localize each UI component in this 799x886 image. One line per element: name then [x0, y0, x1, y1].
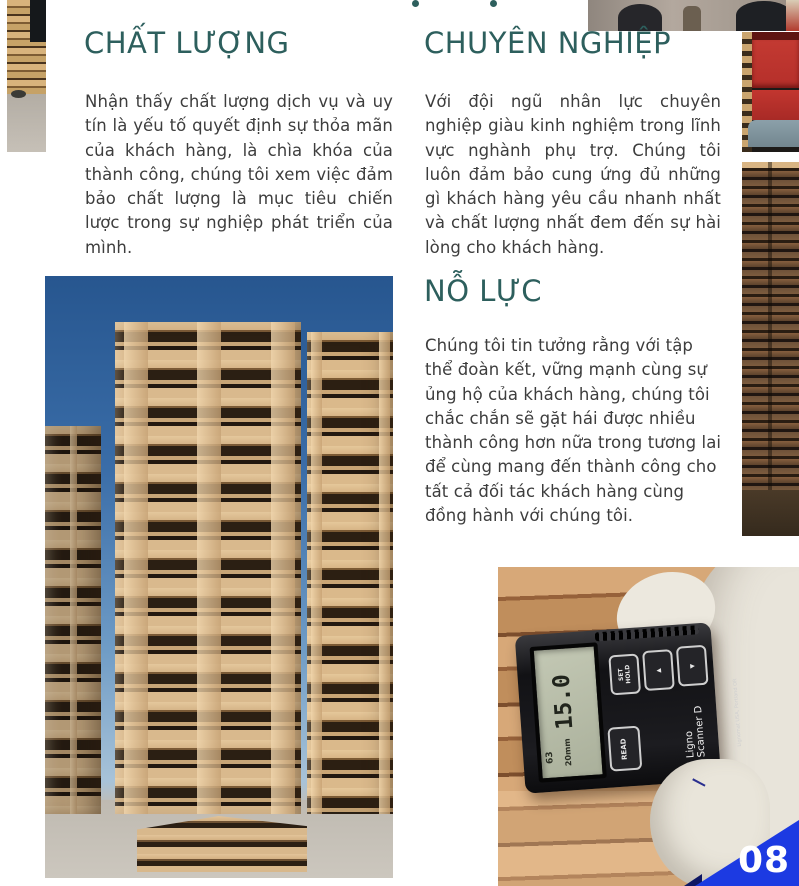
device-brand-label: Ligno Scanner D [683, 705, 708, 759]
grip-ridges [595, 625, 699, 641]
pallet-post [271, 322, 295, 814]
lcd-screen [530, 642, 607, 782]
decor-dot [412, 0, 419, 7]
stack-gap [768, 162, 772, 536]
pallet-post [197, 322, 221, 814]
dark-machine-shape [30, 0, 46, 42]
forklift-top-shadow [752, 32, 799, 40]
section-body-professional: Với đội ngũ nhân lực chuyên nghiệp giàu kinh nghiệm trong lĩnh vực nghành phụ trợ. Chúng tôi luôn đảm bảo cung ứng đủ những gì khách hàng yêu cầu nhanh nhất và chất lượng nhất đem đến sự hài lòng cho khách hàng. [425, 92, 721, 257]
section-heading-professional: CHUYÊN NGHIỆP [424, 26, 672, 60]
section-body-quality: Nhận thấy chất lượng dịch vụ và uy tín là yếu tố quyết định sự thỏa mãn của khách hàng, là chìa khóa của thành công, chúng tôi xem việc đảm bảo chất lượng là mục tiêu chiến lược trong sự nghiệp phát triển của mình. [85, 92, 393, 257]
tire-shape [736, 1, 792, 31]
red-panel [752, 40, 799, 88]
pallet-post [124, 322, 148, 814]
pallet-towers-photo [45, 276, 393, 878]
counterweight-shape [748, 120, 799, 147]
red-forklift-photo [742, 32, 799, 152]
ground-shadow [11, 90, 26, 98]
decor-dot [490, 0, 497, 7]
arrow-down-button: ▼ [676, 645, 709, 687]
set-hold-button: SET HOLD [608, 653, 641, 695]
pallet-post [311, 332, 322, 814]
lcd-depth-unit: 20mm [562, 738, 574, 767]
section-heading-quality: CHẤT LƯỢNG [84, 26, 290, 60]
pallet-tower-center [115, 322, 301, 814]
lcd-sub-reading: 63 [544, 750, 556, 765]
pallet-post [70, 426, 77, 814]
red-panel [752, 90, 799, 120]
timber-stack-photo [742, 162, 799, 536]
lcd-reading: 15.0 [548, 673, 579, 731]
pallet-post [379, 332, 390, 814]
read-button: READ [607, 726, 642, 772]
lumber-yard-photo [7, 0, 46, 152]
ground-shadow [742, 490, 799, 536]
gravel-ground [7, 94, 46, 152]
moisture-meter-photo [498, 567, 799, 886]
page-number: 08 [738, 840, 791, 881]
section-body-effort: Chúng tôi tin tưởng rằng với tập thể đoàn kết, vững mạnh cùng sự ủng hộ của khách hàng, chúng tôi chắc chắn sẽ gặt hái được nhiều thành công hơn nữa trong tương lai để cùng mang đến thành công cho tất cả đối tác khách hàng cùng đồng hành với chúng tôi. [425, 336, 722, 526]
pallet-tower-right [307, 332, 393, 814]
section-heading-effort: NỖ LỰC [424, 274, 543, 308]
pallet-tower-left [45, 426, 101, 814]
mast-shape [786, 0, 799, 31]
arrow-up-button: ▲ [642, 649, 675, 691]
leg-shape [683, 6, 701, 31]
device-maker-label: Lignomat USA, Portland OR [732, 678, 743, 747]
